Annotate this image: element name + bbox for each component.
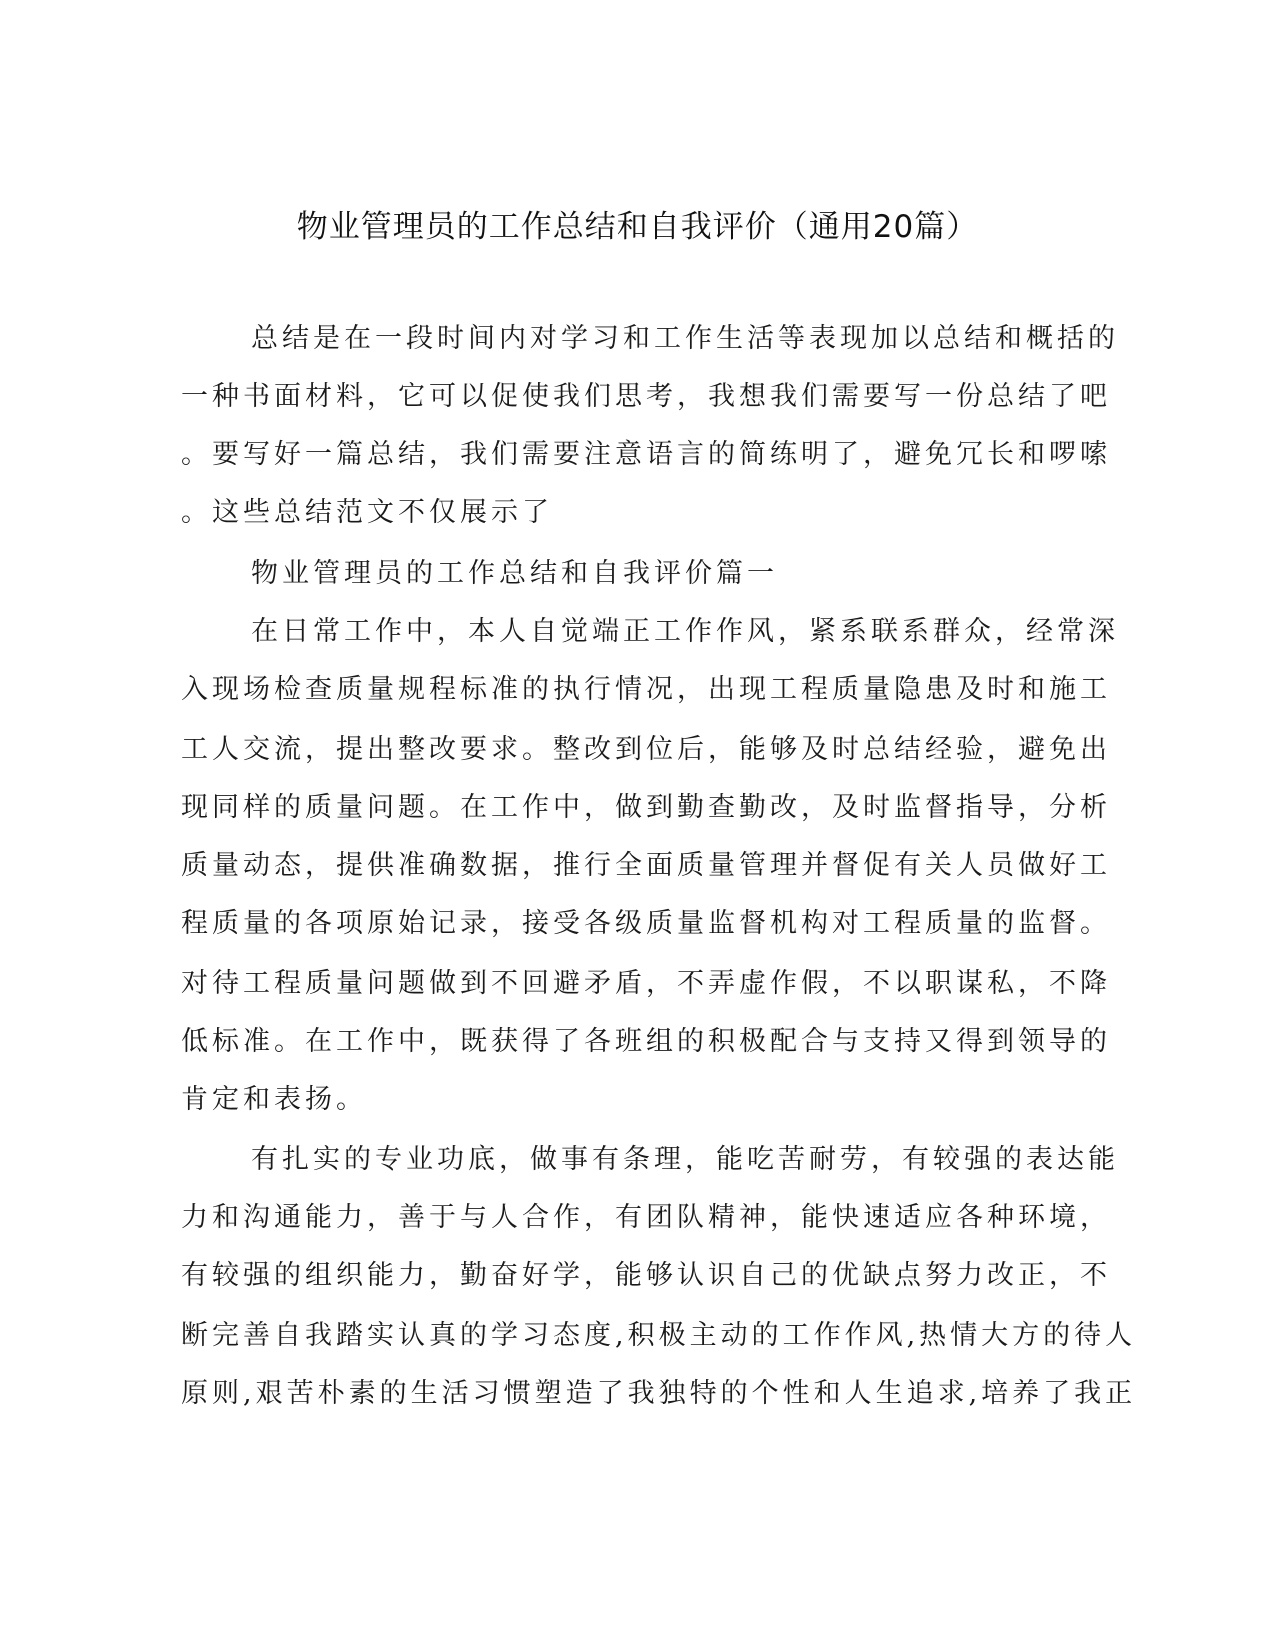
paragraph-line: 入现场检查质量规程标准的执行情况，出现工程质量隐患及时和施工 — [181, 674, 1111, 705]
paragraph-line: 肯定和表扬。 — [181, 1084, 367, 1115]
section-heading: 物业管理员的工作总结和自我评价篇一 — [251, 558, 778, 589]
paragraph-line: 程质量的各项原始记录，接受各级质量监督机构对工程质量的监督。 — [181, 908, 1111, 939]
paragraph-line: 对待工程质量问题做到不回避矛盾，不弄虚作假，不以职谋私，不降 — [181, 968, 1111, 999]
paragraph-line: 。这些总结范文不仅展示了 — [181, 497, 553, 528]
paragraph-line: 一种书面材料，它可以促使我们思考，我想我们需要写一份总结了吧 — [181, 381, 1111, 412]
paragraph-line: 断完善自我踏实认真的学习态度,积极主动的工作作风,热情大方的待人 — [181, 1320, 1137, 1351]
paragraph-line: 工人交流，提出整改要求。整改到位后，能够及时总结经验，避免出 — [181, 734, 1111, 765]
paragraph-line: 在日常工作中，本人自觉端正工作作风，紧系联系群众，经常深 — [251, 616, 1119, 647]
document-title: 物业管理员的工作总结和自我评价（通用20篇） — [296, 209, 979, 245]
paragraph-line: 原则,艰苦朴素的生活习惯塑造了我独特的个性和人生追求,培养了我正 — [181, 1378, 1137, 1409]
paragraph-line: 现同样的质量问题。在工作中，做到勤查勤改，及时监督指导，分析 — [181, 792, 1111, 823]
paragraph-line: 。要写好一篇总结，我们需要注意语言的简练明了，避免冗长和啰嗦 — [181, 439, 1111, 470]
paragraph-line: 质量动态，提供准确数据，推行全面质量管理并督促有关人员做好工 — [181, 850, 1111, 881]
paragraph-line: 低标准。在工作中，既获得了各班组的积极配合与支持又得到领导的 — [181, 1026, 1111, 1057]
paragraph-line: 有较强的组织能力，勤奋好学，能够认识自己的优缺点努力改正，不 — [181, 1260, 1111, 1291]
paragraph-line: 力和沟通能力，善于与人合作，有团队精神，能快速适应各种环境， — [181, 1202, 1111, 1233]
paragraph-line: 有扎实的专业功底，做事有条理，能吃苦耐劳，有较强的表达能 — [251, 1144, 1119, 1175]
paragraph-line: 总结是在一段时间内对学习和工作生活等表现加以总结和概括的 — [251, 323, 1119, 354]
